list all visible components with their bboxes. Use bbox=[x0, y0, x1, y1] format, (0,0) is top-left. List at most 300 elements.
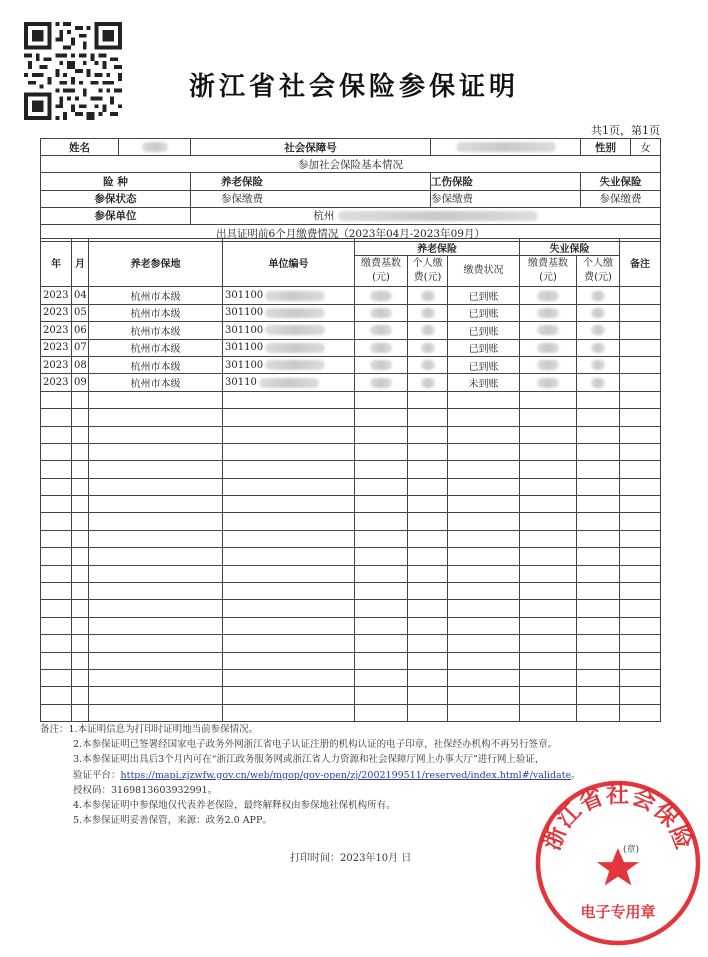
table-row bbox=[41, 374, 661, 391]
empty-cell bbox=[223, 443, 355, 460]
table-row bbox=[41, 322, 661, 339]
empty-cell bbox=[448, 669, 520, 686]
empty-row bbox=[41, 478, 661, 495]
cell-unemp-personal bbox=[577, 287, 620, 304]
col-month: 月 bbox=[72, 239, 89, 287]
empty-cell bbox=[577, 635, 620, 652]
cell-month: 09 bbox=[72, 374, 89, 391]
col-unemp-personal: 个人缴费(元) bbox=[577, 256, 620, 287]
note-3-platform: 验证平台：https://mapi.zjzwfw.gov.cn/web/mgop/gov-open/zj/2002199511/reserved/index.html#/validate。 bbox=[73, 769, 581, 781]
empty-cell bbox=[577, 530, 620, 547]
empty-cell bbox=[72, 687, 89, 704]
cell-remark bbox=[620, 287, 661, 304]
cell-month: 05 bbox=[72, 304, 89, 321]
empty-cell bbox=[89, 635, 223, 652]
empty-cell bbox=[72, 478, 89, 495]
empty-cell bbox=[355, 600, 408, 617]
ssn-label: 社会保障号 bbox=[191, 139, 431, 156]
empty-cell bbox=[41, 583, 72, 600]
official-seal bbox=[533, 778, 703, 948]
empty-cell bbox=[223, 687, 355, 704]
empty-cell bbox=[577, 513, 620, 530]
empty-cell bbox=[89, 426, 223, 443]
empty-cell bbox=[577, 461, 620, 478]
empty-cell bbox=[408, 461, 448, 478]
col-pension: 养老保险 bbox=[355, 239, 520, 256]
empty-cell bbox=[577, 583, 620, 600]
cell-remark bbox=[620, 304, 661, 321]
empty-cell bbox=[620, 478, 661, 495]
cell-unit: 301100 bbox=[223, 322, 355, 339]
empty-row bbox=[41, 513, 661, 530]
empty-cell bbox=[355, 635, 408, 652]
empty-cell bbox=[620, 426, 661, 443]
empty-cell bbox=[223, 617, 355, 634]
empty-cell bbox=[408, 635, 448, 652]
cell-remark bbox=[620, 374, 661, 391]
empty-cell bbox=[41, 530, 72, 547]
empty-cell bbox=[520, 687, 577, 704]
empty-cell bbox=[223, 652, 355, 669]
empty-row bbox=[41, 530, 661, 547]
empty-cell bbox=[72, 669, 89, 686]
cell-year: 2023 bbox=[41, 304, 72, 321]
ssn-value bbox=[431, 139, 581, 156]
cell-unemp-base bbox=[520, 356, 577, 373]
cell-status: 已到账 bbox=[448, 356, 520, 373]
empty-row bbox=[41, 409, 661, 426]
cell-pension-personal bbox=[408, 339, 448, 356]
cell-pension-personal bbox=[408, 322, 448, 339]
empty-cell bbox=[408, 478, 448, 495]
cell-status: 已到账 bbox=[448, 287, 520, 304]
empty-cell bbox=[520, 443, 577, 460]
empty-cell bbox=[520, 704, 577, 721]
empty-row bbox=[41, 687, 661, 704]
empty-cell bbox=[620, 391, 661, 408]
cell-unemp-base bbox=[520, 374, 577, 391]
cell-pension-base bbox=[355, 374, 408, 391]
empty-cell bbox=[89, 478, 223, 495]
empty-cell bbox=[520, 652, 577, 669]
cell-pension-base bbox=[355, 287, 408, 304]
cell-unemp-personal bbox=[577, 339, 620, 356]
status-unemployment: 参保缴费 bbox=[581, 190, 661, 207]
validate-link[interactable]: https://mapi.zjzwfw.gov.cn/web/mgop/gov-open/zj/2002199511/reserved/index.html#/validate bbox=[120, 769, 572, 781]
cell-unemp-personal bbox=[577, 304, 620, 321]
status-label: 参保状态 bbox=[41, 190, 191, 207]
status-injury: 参保缴费 bbox=[431, 190, 581, 207]
empty-cell bbox=[41, 565, 72, 582]
cell-month: 04 bbox=[72, 287, 89, 304]
period-title: 出具证明前6个月缴费情况（2023年04月-2023年09月） bbox=[41, 224, 661, 241]
note-2: 2.本参保证明已签署经国家电子政务外网浙江省电子认证注册的机构认证的电子印章，社保经办机构不再另行签章。 bbox=[73, 739, 558, 751]
empty-cell bbox=[41, 600, 72, 617]
empty-cell bbox=[223, 530, 355, 547]
cell-year: 2023 bbox=[41, 356, 72, 373]
empty-cell bbox=[355, 652, 408, 669]
empty-row bbox=[41, 652, 661, 669]
empty-cell bbox=[72, 565, 89, 582]
cell-pension-personal bbox=[408, 287, 448, 304]
cell-unit: 301100 bbox=[223, 356, 355, 373]
table-row bbox=[41, 356, 661, 373]
empty-row bbox=[41, 565, 661, 582]
cell-month: 06 bbox=[72, 322, 89, 339]
section-basic: 参加社会保险基本情况 bbox=[41, 156, 661, 173]
empty-row bbox=[41, 704, 661, 721]
cell-pension-personal bbox=[408, 374, 448, 391]
empty-cell bbox=[72, 530, 89, 547]
empty-cell bbox=[577, 426, 620, 443]
empty-cell bbox=[448, 478, 520, 495]
empty-cell bbox=[520, 600, 577, 617]
col-unemployment: 失业保险 bbox=[520, 239, 620, 256]
empty-cell bbox=[223, 565, 355, 582]
empty-cell bbox=[408, 548, 448, 565]
empty-cell bbox=[355, 461, 408, 478]
empty-cell bbox=[72, 443, 89, 460]
empty-cell bbox=[355, 617, 408, 634]
empty-cell bbox=[577, 409, 620, 426]
empty-cell bbox=[620, 583, 661, 600]
empty-cell bbox=[41, 687, 72, 704]
empty-cell bbox=[72, 496, 89, 513]
cell-location: 杭州市本级 bbox=[89, 304, 223, 321]
empty-cell bbox=[520, 426, 577, 443]
col-unit-no: 单位编号 bbox=[223, 239, 355, 287]
empty-cell bbox=[448, 530, 520, 547]
empty-cell bbox=[577, 704, 620, 721]
cell-pension-personal bbox=[408, 356, 448, 373]
empty-cell bbox=[72, 704, 89, 721]
empty-cell bbox=[448, 617, 520, 634]
pension-header: 养老保险 bbox=[191, 173, 431, 190]
empty-cell bbox=[355, 704, 408, 721]
cell-pension-base bbox=[355, 356, 408, 373]
empty-cell bbox=[620, 565, 661, 582]
empty-cell bbox=[408, 704, 448, 721]
cell-status: 已到账 bbox=[448, 339, 520, 356]
col-remark: 备注 bbox=[620, 239, 661, 287]
empty-cell bbox=[408, 443, 448, 460]
empty-cell bbox=[89, 565, 223, 582]
empty-cell bbox=[620, 513, 661, 530]
cell-remark bbox=[620, 356, 661, 373]
empty-cell bbox=[355, 496, 408, 513]
empty-cell bbox=[448, 548, 520, 565]
cell-status: 未到账 bbox=[448, 374, 520, 391]
empty-cell bbox=[223, 461, 355, 478]
empty-cell bbox=[41, 513, 72, 530]
empty-cell bbox=[355, 443, 408, 460]
empty-cell bbox=[577, 669, 620, 686]
empty-cell bbox=[41, 704, 72, 721]
empty-cell bbox=[577, 496, 620, 513]
empty-cell bbox=[408, 669, 448, 686]
empty-cell bbox=[41, 426, 72, 443]
empty-cell bbox=[520, 548, 577, 565]
gender-value: 女 bbox=[631, 139, 661, 156]
basic-info-table bbox=[40, 138, 661, 242]
cell-unemp-personal bbox=[577, 356, 620, 373]
cell-status: 已到账 bbox=[448, 304, 520, 321]
cell-unemp-base bbox=[520, 339, 577, 356]
empty-cell bbox=[89, 583, 223, 600]
empty-cell bbox=[620, 635, 661, 652]
table-row bbox=[41, 287, 661, 304]
cell-location: 杭州市本级 bbox=[89, 356, 223, 373]
empty-cell bbox=[577, 600, 620, 617]
empty-cell bbox=[223, 496, 355, 513]
empty-cell bbox=[41, 461, 72, 478]
empty-cell bbox=[448, 426, 520, 443]
cell-year: 2023 bbox=[41, 322, 72, 339]
unit-value: 杭州 bbox=[191, 207, 661, 224]
empty-cell bbox=[448, 391, 520, 408]
empty-cell bbox=[223, 669, 355, 686]
col-pension-base: 缴费基数(元) bbox=[355, 256, 408, 287]
note-5: 5.本参保证明妥善保管，来源：政务2.0 APP。 bbox=[73, 815, 272, 827]
cell-pension-base bbox=[355, 339, 408, 356]
empty-cell bbox=[89, 687, 223, 704]
cell-unit: 30110 bbox=[223, 374, 355, 391]
svg-text:电子专用章: 电子专用章 bbox=[580, 903, 656, 921]
note-3: 3.本参保证明出具后3个月内可在“浙江政务服务网或浙江省人力资源和社会保障厅网上办事大厅”进行网上验证， bbox=[73, 754, 545, 766]
empty-cell bbox=[355, 409, 408, 426]
empty-cell bbox=[72, 617, 89, 634]
gender-label: 性别 bbox=[581, 139, 631, 156]
table-row bbox=[41, 339, 661, 356]
unit-label: 参保单位 bbox=[41, 207, 191, 224]
empty-cell bbox=[520, 635, 577, 652]
empty-cell bbox=[520, 513, 577, 530]
empty-cell bbox=[448, 600, 520, 617]
svg-text:浙江省社会保险: 浙江省社会保险 bbox=[539, 782, 697, 854]
empty-cell bbox=[89, 652, 223, 669]
cell-location: 杭州市本级 bbox=[89, 374, 223, 391]
empty-cell bbox=[577, 617, 620, 634]
cell-location: 杭州市本级 bbox=[89, 322, 223, 339]
empty-cell bbox=[620, 704, 661, 721]
empty-cell bbox=[72, 461, 89, 478]
empty-cell bbox=[223, 391, 355, 408]
cell-remark bbox=[620, 339, 661, 356]
cell-year: 2023 bbox=[41, 339, 72, 356]
col-unemp-base: 缴费基数(元) bbox=[520, 256, 577, 287]
empty-cell bbox=[41, 496, 72, 513]
empty-cell bbox=[577, 443, 620, 460]
empty-cell bbox=[520, 409, 577, 426]
empty-cell bbox=[223, 635, 355, 652]
empty-cell bbox=[89, 443, 223, 460]
empty-cell bbox=[355, 530, 408, 547]
cell-pension-base bbox=[355, 322, 408, 339]
empty-cell bbox=[448, 409, 520, 426]
empty-cell bbox=[620, 409, 661, 426]
insurance-type-label: 险 种 bbox=[41, 173, 191, 190]
empty-cell bbox=[41, 635, 72, 652]
empty-row bbox=[41, 669, 661, 686]
empty-cell bbox=[448, 635, 520, 652]
empty-cell bbox=[355, 669, 408, 686]
empty-cell bbox=[620, 600, 661, 617]
note-4: 4.本参保证明中参保地仅代表养老保险，最终解释权由参保地社保机构所有。 bbox=[73, 800, 396, 812]
empty-cell bbox=[223, 704, 355, 721]
empty-cell bbox=[520, 583, 577, 600]
empty-cell bbox=[620, 443, 661, 460]
empty-cell bbox=[520, 565, 577, 582]
empty-cell bbox=[72, 426, 89, 443]
cell-unemp-base bbox=[520, 287, 577, 304]
empty-cell bbox=[223, 513, 355, 530]
empty-cell bbox=[223, 548, 355, 565]
status-pension: 参保缴费 bbox=[191, 190, 431, 207]
cell-unemp-base bbox=[520, 304, 577, 321]
empty-cell bbox=[41, 652, 72, 669]
empty-cell bbox=[89, 530, 223, 547]
empty-cell bbox=[355, 478, 408, 495]
name-label: 姓名 bbox=[41, 139, 119, 156]
empty-cell bbox=[89, 548, 223, 565]
empty-row bbox=[41, 443, 661, 460]
empty-row bbox=[41, 548, 661, 565]
empty-cell bbox=[620, 687, 661, 704]
empty-cell bbox=[89, 617, 223, 634]
svg-text:(章): (章) bbox=[623, 845, 640, 855]
empty-cell bbox=[448, 461, 520, 478]
empty-cell bbox=[448, 565, 520, 582]
empty-cell bbox=[620, 496, 661, 513]
empty-cell bbox=[41, 409, 72, 426]
cell-location: 杭州市本级 bbox=[89, 287, 223, 304]
empty-cell bbox=[520, 617, 577, 634]
empty-cell bbox=[41, 391, 72, 408]
print-time: 打印时间：2023年10月 日 bbox=[290, 853, 412, 864]
empty-row bbox=[41, 461, 661, 478]
empty-cell bbox=[89, 409, 223, 426]
empty-cell bbox=[72, 635, 89, 652]
empty-cell bbox=[355, 583, 408, 600]
cell-unemp-personal bbox=[577, 322, 620, 339]
empty-cell bbox=[89, 461, 223, 478]
empty-cell bbox=[577, 548, 620, 565]
empty-cell bbox=[408, 409, 448, 426]
empty-cell bbox=[41, 548, 72, 565]
table-row bbox=[41, 304, 661, 321]
empty-row bbox=[41, 635, 661, 652]
empty-cell bbox=[620, 652, 661, 669]
empty-cell bbox=[41, 443, 72, 460]
empty-cell bbox=[223, 478, 355, 495]
note-1: 备注：1.本证明信息为打印时证明地当前参保情况。 bbox=[40, 724, 259, 735]
empty-row bbox=[41, 617, 661, 634]
cell-unit: 301100 bbox=[223, 287, 355, 304]
empty-cell bbox=[448, 704, 520, 721]
empty-cell bbox=[520, 478, 577, 495]
empty-row bbox=[41, 496, 661, 513]
empty-cell bbox=[408, 496, 448, 513]
empty-cell bbox=[520, 530, 577, 547]
empty-row bbox=[41, 391, 661, 408]
empty-cell bbox=[72, 409, 89, 426]
empty-cell bbox=[408, 391, 448, 408]
empty-cell bbox=[520, 461, 577, 478]
empty-cell bbox=[620, 461, 661, 478]
empty-cell bbox=[448, 583, 520, 600]
unemployment-header: 失业保险 bbox=[581, 173, 661, 190]
empty-row bbox=[41, 426, 661, 443]
empty-cell bbox=[620, 617, 661, 634]
cell-pension-base bbox=[355, 304, 408, 321]
cell-month: 08 bbox=[72, 356, 89, 373]
empty-cell bbox=[72, 652, 89, 669]
empty-cell bbox=[448, 687, 520, 704]
empty-cell bbox=[223, 409, 355, 426]
empty-cell bbox=[577, 687, 620, 704]
cell-location: 杭州市本级 bbox=[89, 339, 223, 356]
empty-cell bbox=[408, 530, 448, 547]
empty-cell bbox=[355, 426, 408, 443]
empty-cell bbox=[520, 669, 577, 686]
empty-row bbox=[41, 600, 661, 617]
empty-cell bbox=[408, 583, 448, 600]
empty-cell bbox=[355, 513, 408, 530]
cell-remark bbox=[620, 322, 661, 339]
empty-cell bbox=[448, 652, 520, 669]
empty-cell bbox=[72, 391, 89, 408]
empty-cell bbox=[620, 530, 661, 547]
page-info: 共1页，第1页 bbox=[591, 124, 660, 137]
empty-cell bbox=[72, 513, 89, 530]
empty-cell bbox=[89, 513, 223, 530]
cell-year: 2023 bbox=[41, 287, 72, 304]
empty-cell bbox=[520, 391, 577, 408]
empty-cell bbox=[223, 600, 355, 617]
empty-cell bbox=[72, 600, 89, 617]
empty-cell bbox=[408, 687, 448, 704]
empty-cell bbox=[223, 426, 355, 443]
empty-cell bbox=[448, 443, 520, 460]
cell-unit: 301100 bbox=[223, 304, 355, 321]
col-pension-personal: 个人缴费(元) bbox=[408, 256, 448, 287]
empty-cell bbox=[577, 391, 620, 408]
cell-unit: 301100 bbox=[223, 339, 355, 356]
empty-cell bbox=[72, 583, 89, 600]
empty-row bbox=[41, 583, 661, 600]
col-location: 养老参保地 bbox=[89, 239, 223, 287]
col-pension-status: 缴费状况 bbox=[448, 256, 520, 287]
cell-unemp-base bbox=[520, 322, 577, 339]
empty-cell bbox=[448, 496, 520, 513]
empty-cell bbox=[41, 478, 72, 495]
cell-month: 07 bbox=[72, 339, 89, 356]
empty-cell bbox=[577, 652, 620, 669]
empty-cell bbox=[408, 652, 448, 669]
empty-cell bbox=[620, 548, 661, 565]
empty-cell bbox=[89, 669, 223, 686]
empty-cell bbox=[448, 513, 520, 530]
empty-cell bbox=[577, 565, 620, 582]
empty-cell bbox=[520, 496, 577, 513]
empty-cell bbox=[408, 600, 448, 617]
payment-table bbox=[40, 238, 661, 722]
page-title: 浙江省社会保险参保证明 bbox=[188, 72, 519, 102]
empty-cell bbox=[223, 583, 355, 600]
injury-header: 工伤保险 bbox=[431, 173, 581, 190]
empty-cell bbox=[89, 391, 223, 408]
empty-cell bbox=[408, 565, 448, 582]
